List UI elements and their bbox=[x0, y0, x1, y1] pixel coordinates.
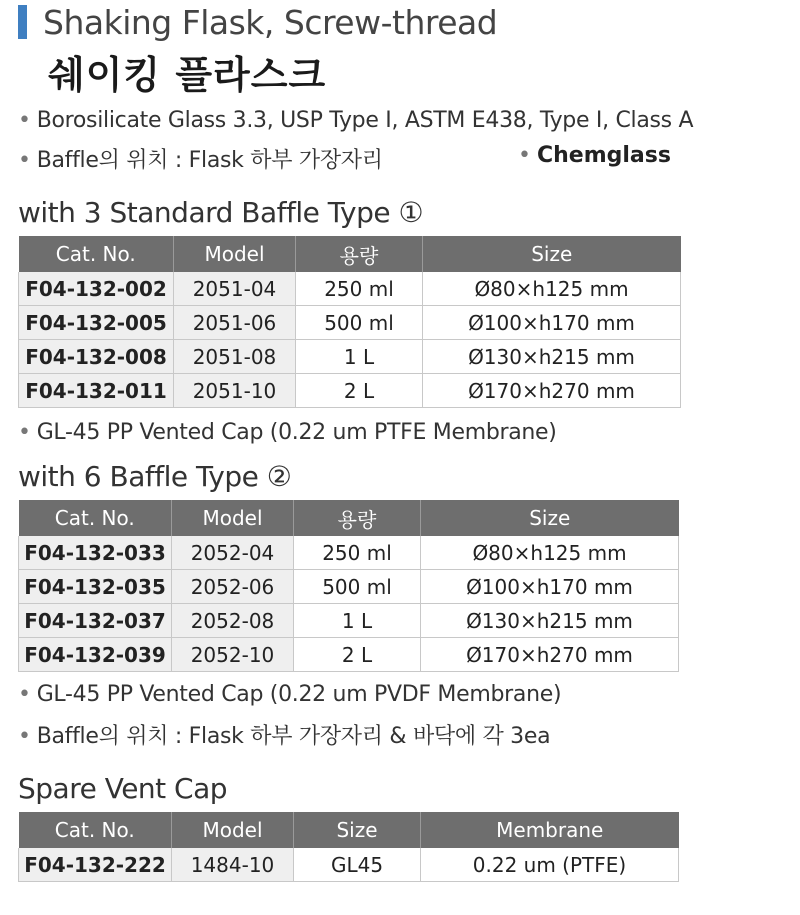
cell-size: Ø170×h270 mm bbox=[423, 374, 681, 408]
cell-model: 2052-06 bbox=[172, 570, 294, 604]
col-header-cat-no: Cat. No. bbox=[19, 500, 172, 536]
col-header-capacity: 용량 bbox=[296, 236, 423, 272]
table-row bbox=[19, 570, 679, 604]
col-header-model: Model bbox=[174, 236, 296, 272]
cell-cat-no: F04-132-037 bbox=[19, 604, 172, 638]
cell-size: GL45 bbox=[294, 848, 421, 882]
title-en-text: Shaking Flask, Screw-thread bbox=[43, 2, 498, 42]
table-row bbox=[19, 604, 679, 638]
table-spare-vent-cap bbox=[18, 812, 679, 882]
table-row bbox=[19, 306, 681, 340]
note-text: GL-45 PP Vented Cap (0.22 um PVDF Membrane) bbox=[36, 682, 562, 707]
bullet-material bbox=[18, 108, 693, 133]
cell-cat-no: F04-132-039 bbox=[19, 638, 172, 672]
bullet-dot: • bbox=[18, 108, 31, 133]
cell-model: 2051-06 bbox=[174, 306, 296, 340]
cell-capacity: 500 ml bbox=[294, 570, 421, 604]
section-heading-3-baffle: with 3 Standard Baffle Type ① bbox=[18, 196, 424, 229]
cell-capacity: 2 L bbox=[296, 374, 423, 408]
cell-size: Ø130×h215 mm bbox=[421, 604, 679, 638]
cell-model: 2051-08 bbox=[174, 340, 296, 374]
cell-model: 2052-10 bbox=[172, 638, 294, 672]
note-text: GL-45 PP Vented Cap (0.22 um PTFE Membrane) bbox=[36, 420, 557, 445]
table-header-row bbox=[19, 812, 679, 848]
cell-capacity: 1 L bbox=[296, 340, 423, 374]
page-title-en bbox=[18, 0, 497, 44]
note-3-baffle-cap bbox=[18, 420, 557, 445]
cell-size: Ø130×h215 mm bbox=[423, 340, 681, 374]
cell-cat-no: F04-132-035 bbox=[19, 570, 172, 604]
bullet-dot: • bbox=[18, 682, 31, 707]
section-heading-spare-vent-cap: Spare Vent Cap bbox=[18, 772, 228, 805]
bullet-baffle-text: Baffle의 위치 : Flask 하부 가장자리 bbox=[36, 148, 383, 173]
table-row bbox=[19, 272, 681, 306]
table-row bbox=[19, 340, 681, 374]
note-text: Baffle의 위치 : Flask 하부 가장자리 & 바닥에 각 3ea bbox=[36, 724, 551, 749]
col-header-capacity: 용량 bbox=[294, 500, 421, 536]
table-header-row bbox=[19, 500, 679, 536]
title-accent-bar bbox=[18, 5, 27, 39]
col-header-model: Model bbox=[172, 500, 294, 536]
table-header-row bbox=[19, 236, 681, 272]
cell-model: 2051-04 bbox=[174, 272, 296, 306]
cell-capacity: 250 ml bbox=[294, 536, 421, 570]
bullet-material-text: Borosilicate Glass 3.3, USP Type I, ASTM E438, Type I, Class A bbox=[36, 108, 694, 133]
table-row bbox=[19, 536, 679, 570]
cell-size: Ø100×h170 mm bbox=[423, 306, 681, 340]
bullet-dot: • bbox=[18, 148, 31, 173]
col-header-cat-no: Cat. No. bbox=[19, 236, 174, 272]
section-heading-6-baffle: with 6 Baffle Type ② bbox=[18, 460, 292, 493]
bullet-dot: • bbox=[18, 420, 31, 445]
cell-cat-no: F04-132-008 bbox=[19, 340, 174, 374]
col-header-size: Size bbox=[294, 812, 421, 848]
table-row bbox=[19, 848, 679, 882]
table-row bbox=[19, 638, 679, 672]
table-row bbox=[19, 374, 681, 408]
cell-cat-no: F04-132-011 bbox=[19, 374, 174, 408]
col-header-size: Size bbox=[423, 236, 681, 272]
bullet-baffle-position bbox=[18, 143, 383, 174]
cell-capacity: 2 L bbox=[294, 638, 421, 672]
cell-capacity: 1 L bbox=[294, 604, 421, 638]
col-header-model: Model bbox=[172, 812, 294, 848]
cell-size: Ø100×h170 mm bbox=[421, 570, 679, 604]
cell-membrane: 0.22 um (PTFE) bbox=[421, 848, 679, 882]
table-3-baffle bbox=[18, 236, 681, 408]
cell-size: Ø80×h125 mm bbox=[421, 536, 679, 570]
page-title-ko: 쉐이킹 플라스크 bbox=[48, 53, 327, 97]
cell-cat-no: F04-132-033 bbox=[19, 536, 172, 570]
note-6-baffle-position bbox=[18, 719, 550, 750]
col-header-size: Size bbox=[421, 500, 679, 536]
brand-label bbox=[518, 143, 671, 168]
col-header-membrane: Membrane bbox=[421, 812, 679, 848]
table-6-baffle bbox=[18, 500, 679, 672]
bullet-dot: • bbox=[518, 143, 531, 168]
cell-size: Ø80×h125 mm bbox=[423, 272, 681, 306]
cell-model: 2052-04 bbox=[172, 536, 294, 570]
cell-cat-no: F04-132-005 bbox=[19, 306, 174, 340]
cell-cat-no: F04-132-222 bbox=[19, 848, 172, 882]
note-6-baffle-cap bbox=[18, 682, 561, 707]
cell-model: 2051-10 bbox=[174, 374, 296, 408]
cell-capacity: 500 ml bbox=[296, 306, 423, 340]
cell-cat-no: F04-132-002 bbox=[19, 272, 174, 306]
cell-model: 2052-08 bbox=[172, 604, 294, 638]
cell-model: 1484-10 bbox=[172, 848, 294, 882]
cell-capacity: 250 ml bbox=[296, 272, 423, 306]
cell-size: Ø170×h270 mm bbox=[421, 638, 679, 672]
col-header-cat-no: Cat. No. bbox=[19, 812, 172, 848]
brand-name: Chemglass bbox=[536, 143, 671, 168]
bullet-dot: • bbox=[18, 724, 31, 749]
